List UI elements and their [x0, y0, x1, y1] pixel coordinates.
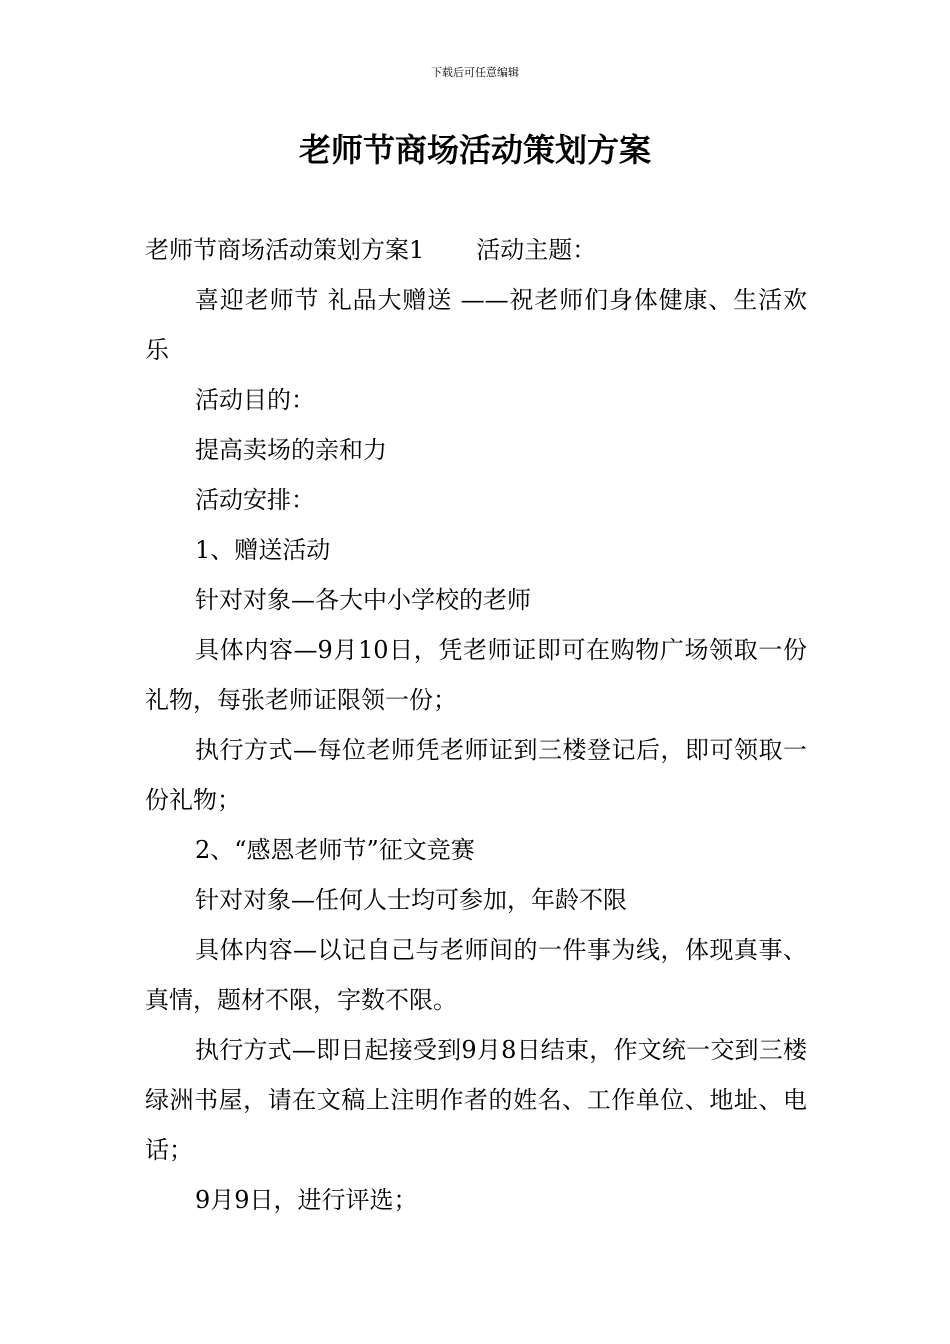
paragraph-essay-heading: 2、“感恩老师节”征文竞赛	[195, 836, 475, 864]
document-title: 老师节商场活动策划方案	[298, 131, 651, 169]
intro-line-theme-label: 活动主题：	[476, 236, 597, 264]
paragraph-essay-method: 执行方式—即日起接受到9月8日结束，作文统一交到三楼绿洲书屋，请在文稿上注明作者的姓名、工作单位、地址、电话；	[145, 1036, 807, 1164]
paragraph-essay-target: 针对对象—任何人士均可参加，年龄不限	[195, 886, 627, 914]
paragraph-gift-method: 执行方式—每位老师凭老师证到三楼登记后，即可领取一份礼物；	[145, 736, 807, 814]
paragraph-gift-content: 具体内容—9月10日，凭老师证即可在购物广场领取一份礼物，每张老师证限领一份；	[145, 636, 807, 714]
document-body	[145, 225, 807, 1225]
paragraph-essay-review: 9月9日，进行评选；	[195, 1186, 418, 1214]
intro-line-heading: 老师节商场活动策划方案1	[145, 236, 425, 264]
paragraph-purpose: 提高卖场的亲和力	[195, 436, 387, 464]
paragraph-gift-heading: 1、赠送活动	[195, 536, 331, 564]
paragraph-essay-content: 具体内容—以记自己与老师间的一件事为线，体现真事、真情，题材不限，字数不限。	[145, 936, 807, 1014]
paragraph-arrangement-label: 活动安排：	[195, 486, 315, 514]
paragraph-gift-target: 针对对象—各大中小学校的老师	[195, 586, 531, 614]
paragraph-theme: 喜迎老师节 礼品大赠送 ——祝老师们身体健康、生活欢乐	[145, 286, 807, 364]
intro-line	[145, 225, 807, 275]
paragraph-purpose-label: 活动目的：	[195, 386, 315, 414]
header-note: 下载后可任意编辑	[431, 66, 519, 79]
